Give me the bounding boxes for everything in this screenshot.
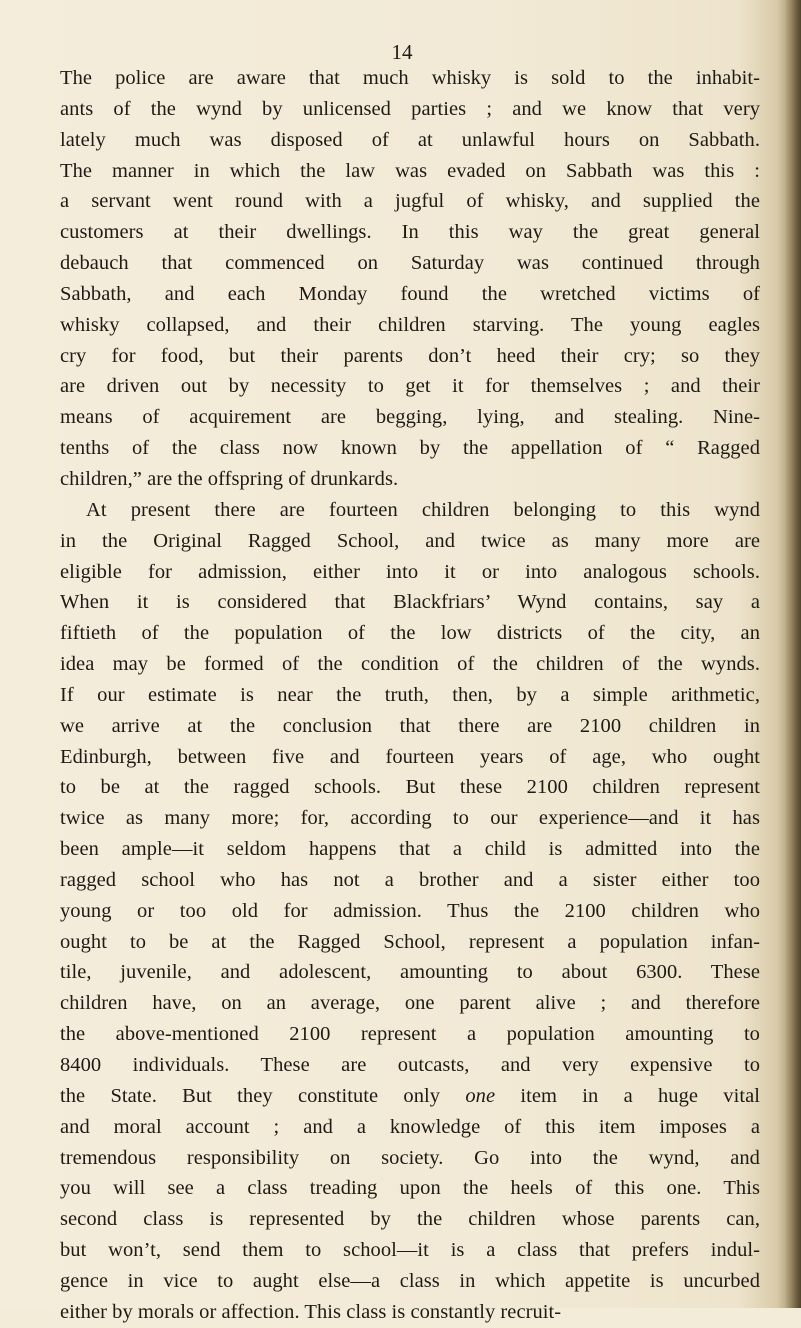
text-line: fiftieth of the population of the low districts of the city, an <box>60 622 760 645</box>
text-line: debauch that commenced on Saturday was continued through <box>60 252 760 275</box>
text-line: ought to be at the Ragged School, represent a population infan- <box>60 930 760 953</box>
text-line: second class is represented by the children whose parents can, <box>60 1208 760 1231</box>
text-line: young or too old for admission. Thus the 2100 children who <box>60 899 760 922</box>
text-line: Sabbath, and each Monday found the wretched victims of <box>60 282 760 305</box>
text-line: children,” are the offspring of drunkards. <box>60 467 399 490</box>
text-line: either by morals or affection. This class is constantly recruit- <box>60 1300 562 1323</box>
text-line: tenths of the class now known by the appellation of “ Ragged <box>60 437 760 460</box>
text-line: The manner in which the law was evaded on Sabbath was this : <box>60 159 760 182</box>
text-line: gence in vice to aught else—a class in which appetite is uncurbed <box>60 1269 760 1292</box>
text-line: cry for food, but their parents don’t heed their cry; so they <box>60 344 760 367</box>
text-line: but won’t, send them to school—it is a class that prefers indul- <box>60 1239 760 1262</box>
text-line: the State. But they constitute only one item in a huge vital <box>60 1084 760 1107</box>
text-line: we arrive at the conclusion that there are 2100 children in <box>60 714 760 737</box>
page-edge-shadow <box>785 0 801 1308</box>
text-line: tile, juvenile, and adolescent, amounting to about 6300. These <box>60 961 760 984</box>
text-line: ants of the wynd by unlicensed parties ; and we know that very <box>60 97 760 120</box>
text-line: At present there are fourteen children belonging to this wynd <box>86 498 760 521</box>
text-line: whisky collapsed, and their children starving. The young eagles <box>60 313 760 336</box>
text-line: ragged school who has not a brother and a sister either too <box>60 868 760 891</box>
text-line: to be at the ragged schools. But these 2100 children represent <box>60 776 760 799</box>
page-number: 14 <box>391 40 413 64</box>
text-line: idea may be formed of the condition of the children of the wynds. <box>60 653 760 676</box>
text-line: lately much was disposed of at unlawful hours on Sabbath. <box>60 128 760 151</box>
text-line: you will see a class treading upon the heels of this one. This <box>60 1177 760 1200</box>
text-line: the above-mentioned 2100 represent a population amounting to <box>60 1023 760 1046</box>
text-line: means of acquirement are begging, lying, and stealing. Nine- <box>60 406 760 429</box>
text-line: in the Original Ragged School, and twice as many more are <box>60 529 760 552</box>
text-line: been ample—it seldom happens that a child is admitted into the <box>60 838 760 861</box>
text-line: a servant went round with a jugful of whisky, and supplied the <box>60 190 760 213</box>
text-line: When it is considered that Blackfriars’ Wynd contains, say a <box>60 591 760 614</box>
text-line: are driven out by necessity to get it for themselves ; and their <box>60 375 760 398</box>
text-line: If our estimate is near the truth, then, by a simple arithmetic, <box>60 683 760 706</box>
text-line: eligible for admission, either into it or into analogous schools. <box>60 560 760 583</box>
text-line: customers at their dwellings. In this way the great general <box>60 221 760 244</box>
text-line: Edinburgh, between five and fourteen years of age, who ought <box>60 745 760 768</box>
text-line: tremendous responsibility on society. Go into the wynd, and <box>60 1146 760 1169</box>
emphasis-word: one <box>465 1084 496 1107</box>
text-line: The police are aware that much whisky is sold to the inhabit- <box>60 67 760 89</box>
text-line: 8400 individuals. These are outcasts, and very expensive to <box>60 1054 760 1076</box>
text-line: children have, on an average, one parent alive ; and therefore <box>60 992 760 1015</box>
text-line: twice as many more; for, according to our experience—and it has <box>60 807 760 830</box>
body-text <box>60 63 760 1328</box>
text-line: and moral account ; and a knowledge of this item imposes a <box>60 1115 760 1138</box>
